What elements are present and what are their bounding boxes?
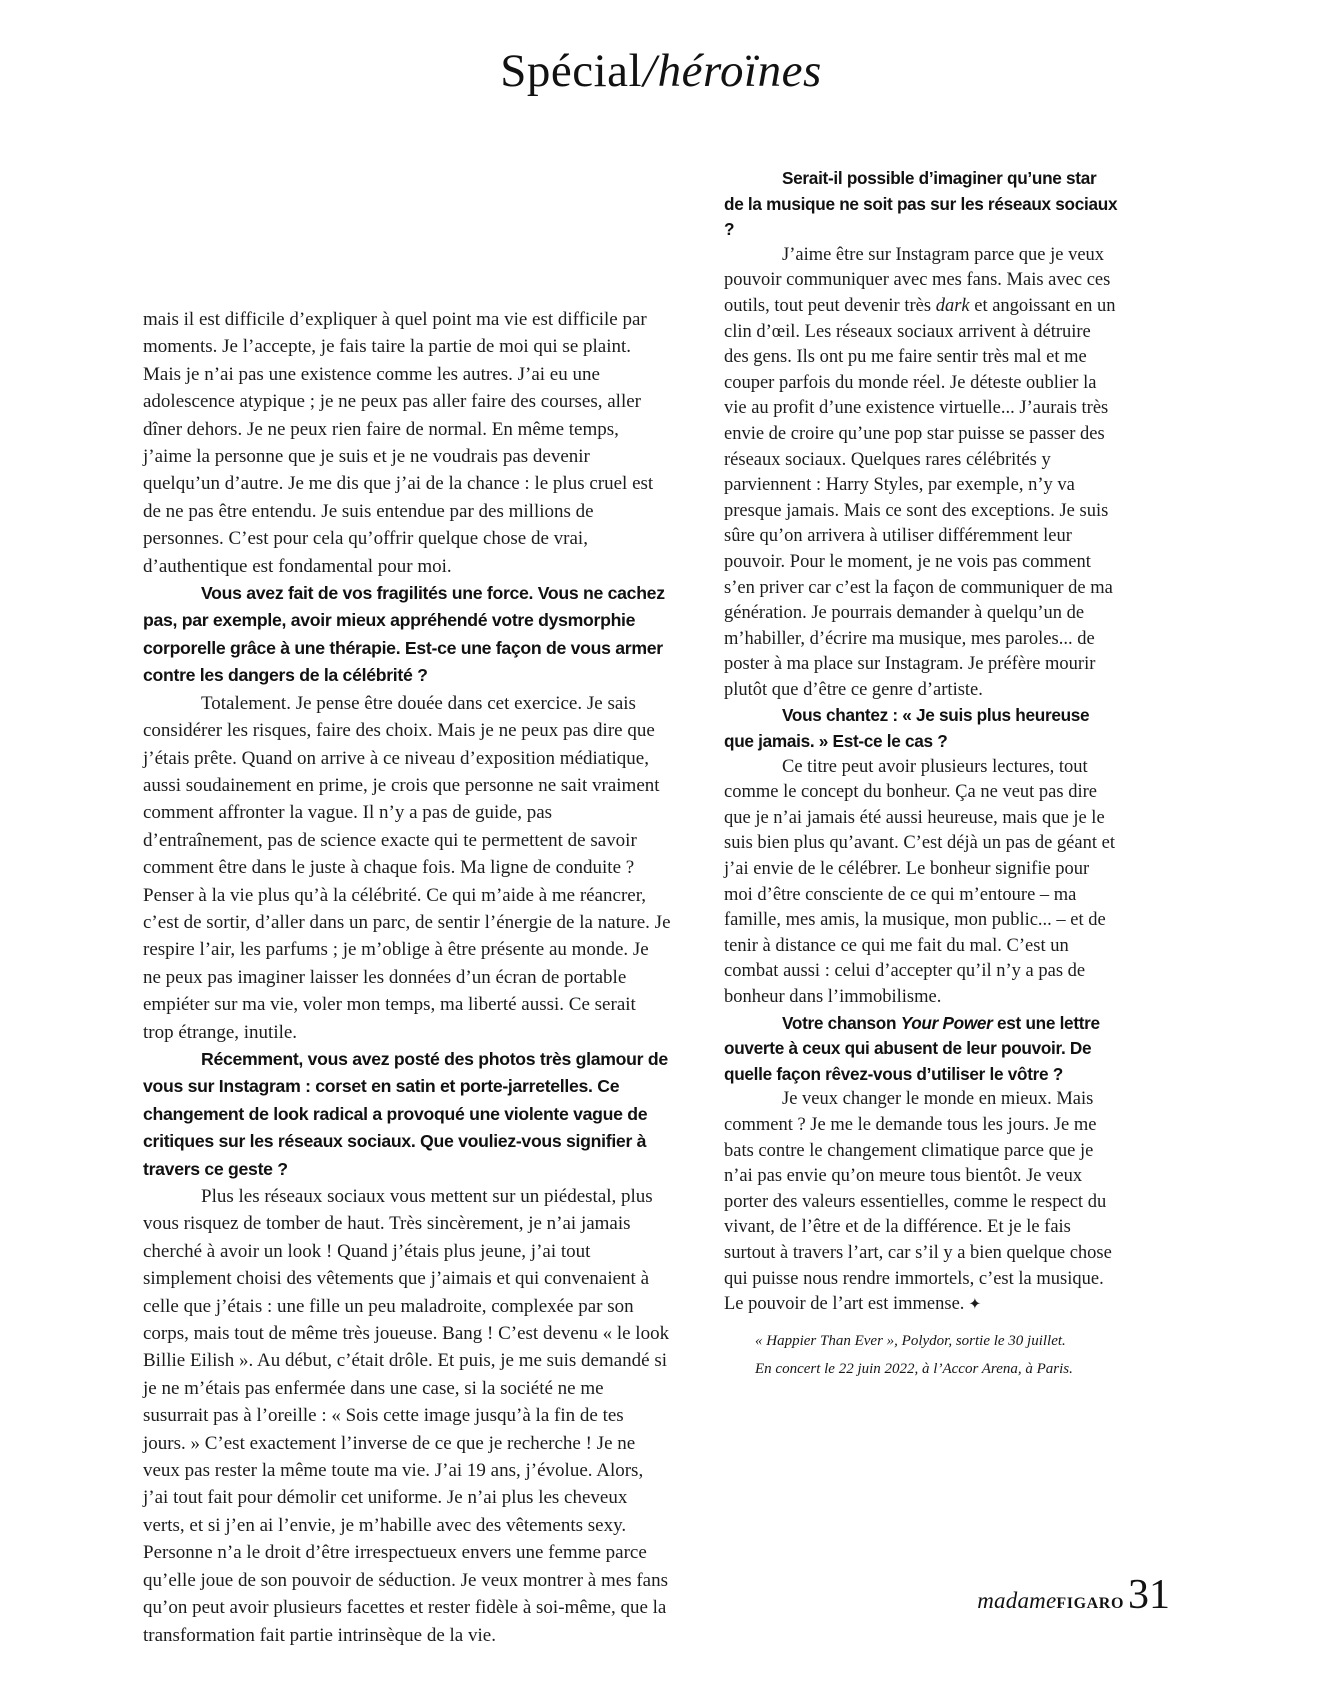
section-header xyxy=(0,44,1322,98)
interview-question: Vous avez fait de vos fragilités une force. Vous ne cachez pas, par exemple, avoir mieux appréhendé votre dysmorphie corporelle grâce à une thérapie. Est-ce une façon de vous armer contre les dangers de la célébrité ? xyxy=(143,583,665,686)
interview-answer: Je veux changer le monde en mieux. Mais comment ? Je me le demande tous les jours. Je me bats contre le changement climatique parce que je n’ai pas envie qu’on meure tous bientôt. Je veux porter des valeurs essentielles, comme le respect du vivant, de l’être et de la différence. Et je le fais surtout à travers l’art, car s’il y a bien quelque chose qui puisse nous rendre immortels, c’est la musique. Le pouvoir de l’art est immense. ✦ xyxy=(724,1089,1112,1315)
header-title-separator: / xyxy=(643,45,657,97)
interview-answer: mais il est difficile d’expliquer à quel point ma vie est difficile par moments. Je l’accepte, je fais taire la partie de moi qui se plaint. Mais je n’ai pas une existence comme les autres. J’ai eu une adolescence atypique ; je ne peux pas aller faire des courses, aller dîner dehors. Je ne peux rien faire de normal. En même temps, j’aime la personne que je suis et je ne voudrais pas devenir quelqu’un d’autre. Je me dis que j’ai de la chance : le plus cruel est de ne pas être entendu. Je suis entendue par des millions de personnes. C’est pour cela qu’offrir quelque chose de vrai, d’authentique est fondamental pour moi. xyxy=(143,309,654,577)
end-of-article-star-icon: ✦ xyxy=(964,1296,982,1314)
magazine-logo-madame: madame xyxy=(977,1588,1057,1613)
interview-answer: Totalement. Je pense être douée dans cet exercice. Je sais considérer les risques, faire des choix. Mais je ne peux pas dire que j’étais prête. Quand on arrive à ce niveau d’exposition médiatique, aussi soudainement en prime, je crois que personne ne sait vraiment comment affronter la vague. Il n’y a pas de guide, pas d’entraînement, pas de science exacte qui te permettent de savoir comment être dans le juste à chaque fois. Ma ligne de conduite ? Penser à la vie plus qu’à la célébrité. Ce qui m’aide à me réancrer, c’est de sortir, d’aller dans un parc, de sentir l’énergie de la nature. Je respire l’air, les parfums ; je m’oblige à être présente au monde. Je ne peux pas imaginer laisser les données d’un écran de portable empiéter sur ma vie, voler mon temps, ma liberté aussi. Ce serait trop étrange, inutile. xyxy=(143,692,671,1043)
interview-answer: Ce titre peut avoir plusieurs lectures, tout comme le concept du bonheur. Ça ne veut pas dire que je n’ai jamais été aussi heureuse, mais que je le suis bien plus qu’avant. C’est déjà un pas de géant et j’ai envie de le célébrer. Le bonheur signifie pour moi d’être consciente de ce qui m’entoure – ma famille, mes amis, la musique, mon public... – et de tenir à distance ce qui me fait du mal. C’est un combat aussi : celui d’accepter qu’il n’y a pas de bonheur dans l’immobilisme. xyxy=(724,756,1115,1007)
interview-answer: J’aime être sur Instagram parce que je veux pouvoir communiquer avec mes fans. Mais avec ces outils, tout peut devenir très dark et angoissant en un clin d’œil. Les réseaux sociaux arrivent à détruire des gens. Ils ont pu me faire sentir très mal et me couper parfois du monde réel. Je déteste oublier la vie au profit d’une existence virtuelle... J’aurais très envie de croire qu’une pop star puisse se passer des réseaux sociaux. Quelques rares célébrités y parviennent : Harry Styles, par exemple, n’y va presque jamais. Mais ce sont des exceptions. Je suis sûre qu’on arrivera à utiliser différemment leur pouvoir. Pour le moment, je ne vois pas comment s’en priver car c’est la façon de communiquer de ma génération. Je pourrais demander à quelqu’un de m’habiller, d’écrire ma musique, mes paroles... de poster à ma place sur Instagram. Je préfère mourir plutôt que d’être ce genre d’artiste. xyxy=(724,244,1116,700)
interview-question: Votre chanson Your Power est une lettre ouverte à ceux qui abusent de leur pouvoir. De quelle façon rêvez-vous d’utiliser le vôtre ? xyxy=(724,1012,1100,1084)
credit-line: En concert le 22 juin 2022, à l’Accor Arena, à Paris. xyxy=(755,1361,1073,1378)
page-number: 31 xyxy=(1128,1572,1170,1618)
article-column-right-paragraphs xyxy=(724,166,1118,1318)
album-credits xyxy=(724,1327,1118,1384)
interview-question: Récemment, vous avez posté des photos très glamour de vous sur Instagram : corset en satin et porte-jarretelles. Ce changement de look radical a provoqué une violente vague de critiques sur les réseaux sociaux. Que vouliez-vous signifier à travers ce geste ? xyxy=(143,1048,668,1179)
article-column-left xyxy=(143,306,671,1649)
header-title-italic: héroïnes xyxy=(657,45,822,97)
interview-question: Serait-il possible d’imaginer qu’une star de la musique ne soit pas sur les réseaux sociaux ? xyxy=(724,168,1118,240)
interview-answer: Plus les réseaux sociaux vous mettent sur un piédestal, plus vous risquez de tomber de haut. Très sincèrement, je n’ai jamais cherché à avoir un look ! Quand j’étais plus jeune, j’ai tout simplement choisi des vêtements que j’aimais et qui convenaient à celle que j’étais : une fille un peu maladroite, complexée par son corps, mais tout de même très joueuse. Bang ! C’est devenu « le look Billie Eilish ». Au début, c’était drôle. Et puis, je me suis demandé si je ne m’étais pas enfermée dans une case, si la société ne me susurrait pas à l’oreille : « Sois cette image jusqu’à la fin de tes jours. » C’est exactement l’inverse de ce que je recherche ! Je ne veux pas rester la même toute ma vie. J’ai 19 ans, j’évolue. Alors, j’ai tout fait pour démolir cet uniforme. Je n’ai plus les cheveux verts, et si j’en ai l’envie, je m’habille avec des vêtements sexy. Personne n’a le droit d’être irrespectueux envers une femme parce qu’elle joue de son pouvoir de séduction. Je veux montrer à mes fans qu’on peut avoir plusieurs facettes et rester fidèle à soi-même, que la transformation fait partie intrinsèque de la vie. xyxy=(143,1186,670,1646)
credit-line: « Happier Than Ever », Polydor, sortie le 30 juillet. xyxy=(755,1332,1066,1349)
article-column-right xyxy=(724,166,1118,1384)
interview-question: Vous chantez : « Je suis plus heureuse que jamais. » Est-ce le cas ? xyxy=(724,705,1090,752)
header-title-roman: Spécial xyxy=(500,45,643,97)
magazine-logo-figaro: FIGARO xyxy=(1056,1595,1124,1612)
page-footer xyxy=(977,1574,1170,1616)
